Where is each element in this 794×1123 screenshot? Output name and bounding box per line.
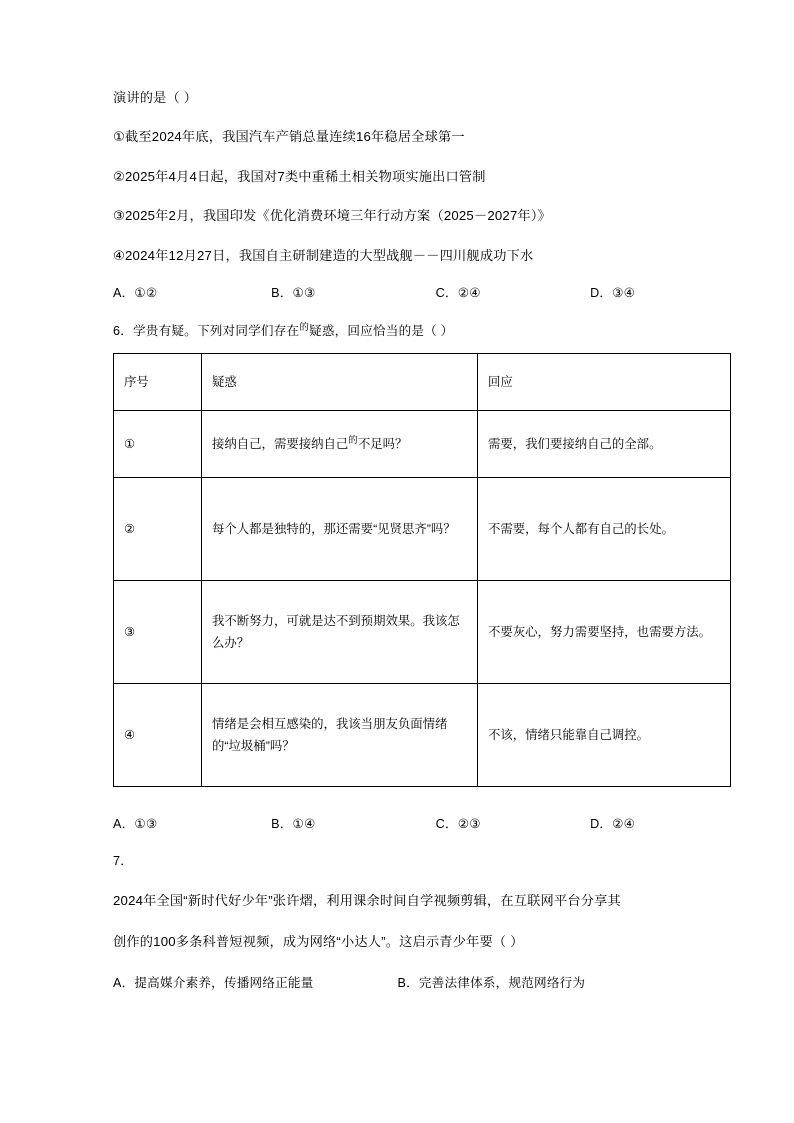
table-row <box>114 581 731 684</box>
question6-stem-after: 疑惑，回应恰当的是（ ） <box>309 324 454 339</box>
row-doubt: 每个人都是独特的，那还需要“见贤思齐”吗？ <box>202 478 478 581</box>
question6-number: 6． <box>113 324 133 339</box>
row-doubt-superscript: 的 <box>348 435 358 447</box>
statement-item-2: ②2025年4月4日起，我国对7类中重稀土相关物项实施出口管制 <box>113 168 486 184</box>
question7-paragraph-line1: 2024年全国“新时代好少年”张许熠，利用课余时间自学视频剪辑，在互联网平台分享其 <box>113 893 621 909</box>
statement-item-3: ③2025年2月，我国印发《优化消费环境三年行动方案（2025－2027年）》 <box>113 208 552 224</box>
question5-choices <box>113 282 682 301</box>
row-reply: 需要，我们要接纳自己的全部。 <box>478 411 731 478</box>
table-row <box>114 411 731 478</box>
question6-stem-before: 学贵有疑。下列对同学们存在 <box>133 324 300 339</box>
choice-b: B．①③ <box>271 286 316 301</box>
statement-item-1: ①截至2024年底，我国汽车产销总量连续16年稳居全球第一 <box>113 129 465 145</box>
statement-item-4: ④2024年12月27日，我国自主研制建造的大型战舰－－四川舰成功下水 <box>113 247 534 263</box>
question7-paragraph-line2: 创作的100多条科普短视频，成为网络“小达人”。这启示青少年要（ ） <box>113 933 524 949</box>
row-doubt: 我不断努力，可就是达不到预期效果。我该怎么办？ <box>202 581 478 684</box>
row-doubt-part2: 不足吗？ <box>357 437 408 452</box>
choice-a: A．提高媒介素养，传播网络正能量 <box>113 976 314 991</box>
question7-choices <box>113 972 682 991</box>
choice-b: B．完善法律体系，规范网络行为 <box>397 976 586 991</box>
header-doubt: 疑惑 <box>202 354 478 411</box>
choice-b: B．①④ <box>271 817 316 832</box>
question6-table <box>113 353 731 787</box>
row-no: ③ <box>114 581 202 684</box>
row-reply: 不需要，每个人都有自己的长处。 <box>478 478 731 581</box>
table-row <box>114 478 731 581</box>
row-no: ① <box>114 411 202 478</box>
row-reply: 不要灰心，努力需要坚持，也需要方法。 <box>478 581 731 684</box>
header-reply: 回应 <box>478 354 731 411</box>
choice-a: A．①③ <box>113 817 158 832</box>
choice-d: D．③④ <box>590 286 636 301</box>
row-reply: 不该，情绪只能靠自己调控。 <box>478 684 731 787</box>
choice-c: C．②③ <box>435 817 481 832</box>
question6-choices <box>113 813 682 832</box>
question6-stem <box>113 319 682 339</box>
question7-number: 7． <box>113 854 133 869</box>
choice-c: C．②④ <box>435 286 481 301</box>
row-doubt <box>202 411 478 478</box>
row-no: ② <box>114 478 202 581</box>
choice-d: D．②④ <box>590 817 636 832</box>
header-no: 序号 <box>114 354 202 411</box>
choice-a: A．①② <box>113 286 158 301</box>
row-no: ④ <box>114 684 202 787</box>
table-header-row <box>114 354 731 411</box>
question6-stem-superscript: 的 <box>299 322 310 334</box>
row-doubt: 情绪是会相互感染的，我该当朋友负面情绪的“垃圾桶”吗？ <box>202 684 478 787</box>
row-doubt-part1: 接纳自己，需要接纳自己 <box>212 437 349 452</box>
table-row <box>114 684 731 787</box>
question5-stem-tail: 演讲的是（ ） <box>113 90 198 105</box>
